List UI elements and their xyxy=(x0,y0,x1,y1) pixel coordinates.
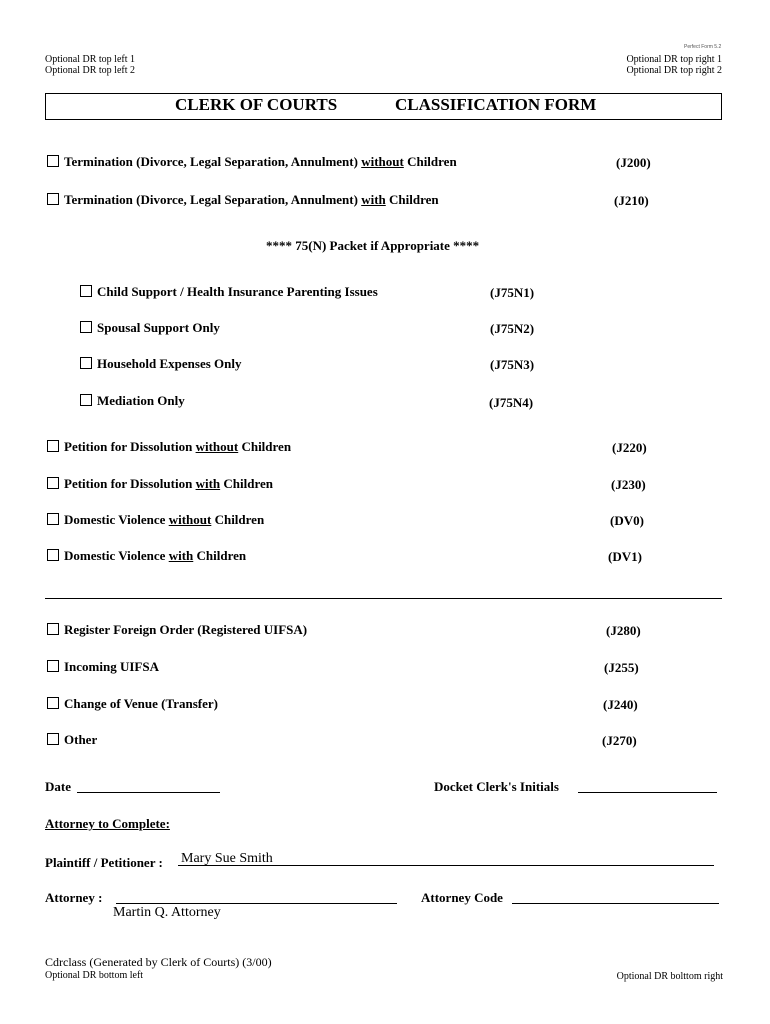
item-j200-emph: without xyxy=(361,154,404,169)
checkbox-dv1[interactable] xyxy=(47,549,59,561)
code-j240: (J240) xyxy=(603,697,638,712)
item-dv0-emph: without xyxy=(168,512,212,527)
attorney-field-line xyxy=(116,903,397,904)
item-j220-emph: without xyxy=(195,439,239,454)
optional-top-right-2: Optional DR top right 2 xyxy=(626,65,722,76)
attorney-section-heading: Attorney to Complete: xyxy=(45,816,170,831)
checkbox-j220[interactable] xyxy=(47,440,59,452)
item-j220-post: Children xyxy=(241,439,292,454)
item-j280 xyxy=(47,622,307,638)
code-j210: (J210) xyxy=(614,193,649,208)
item-j210-emph: with xyxy=(361,192,386,207)
code-j230: (J230) xyxy=(611,477,646,492)
code-j75n4: (J75N4) xyxy=(489,395,534,410)
item-j210-post: Children xyxy=(389,192,439,207)
plaintiff-value[interactable]: Mary Sue Smith xyxy=(181,851,273,866)
attorney-code-label: Attorney Code xyxy=(421,890,503,905)
item-j75n4 xyxy=(80,393,185,409)
item-j280-label: Register Foreign Order (Registered UIFSA) xyxy=(64,622,308,637)
plaintiff-field-line xyxy=(178,865,714,866)
item-j230-emph: with xyxy=(195,476,221,491)
checkbox-dv0[interactable] xyxy=(47,513,59,525)
optional-top-right-1: Optional DR top right 1 xyxy=(626,54,722,65)
item-j210 xyxy=(47,192,439,208)
item-j200-post: Children xyxy=(407,154,457,169)
date-label: Date xyxy=(45,779,71,794)
checkbox-j200[interactable] xyxy=(47,155,59,167)
item-j75n1-label: Child Support / Health Insurance Parenting Issues xyxy=(97,284,378,299)
item-j230-label: Petition for Dissolution xyxy=(64,476,193,491)
item-j75n3-label: Household Expenses Only xyxy=(97,356,242,371)
item-j230-post: Children xyxy=(223,476,273,491)
item-dv1-emph: with xyxy=(168,548,194,563)
docket-clerk-label: Docket Clerk's Initials xyxy=(434,779,559,794)
checkbox-j75n3[interactable] xyxy=(80,357,92,369)
code-j270: (J270) xyxy=(602,733,637,748)
item-j240-label: Change of Venue (Transfer) xyxy=(64,696,218,711)
attorney-code-field[interactable] xyxy=(512,903,719,904)
checkbox-j255[interactable] xyxy=(47,660,59,672)
item-j230 xyxy=(47,476,273,492)
code-j200: (J200) xyxy=(616,155,651,170)
code-j75n3: (J75N3) xyxy=(490,357,535,372)
code-j220: (J220) xyxy=(612,440,647,455)
optional-top-left-2: Optional DR top left 2 xyxy=(45,65,135,76)
item-j75n3 xyxy=(80,356,242,372)
item-j255 xyxy=(47,659,159,675)
checkbox-j210[interactable] xyxy=(47,193,59,205)
optional-bottom-left: Optional DR bottom left xyxy=(45,970,144,981)
checkbox-j270[interactable] xyxy=(47,733,59,745)
item-dv0-label: Domestic Violence xyxy=(64,512,166,527)
generated-note: Cdrclass (Generated by Clerk of Courts) (3/00) xyxy=(45,955,272,969)
attorney-label: Attorney : xyxy=(45,890,103,905)
title-clerk-of-courts: CLERK OF COURTS xyxy=(175,95,338,114)
item-j75n2-label: Spousal Support Only xyxy=(97,320,220,335)
code-j280: (J280) xyxy=(606,623,641,638)
code-j75n2: (J75N2) xyxy=(490,321,535,336)
item-j75n4-label: Mediation Only xyxy=(97,393,185,408)
item-j200-label: Termination (Divorce, Legal Separation, Annulment) xyxy=(64,154,358,169)
item-j255-label: Incoming UIFSA xyxy=(64,659,159,674)
checkbox-j280[interactable] xyxy=(47,623,59,635)
checkbox-j230[interactable] xyxy=(47,477,59,489)
attorney-value[interactable]: Martin Q. Attorney xyxy=(113,905,221,920)
optional-bottom-right: Optional DR bolttom right xyxy=(616,971,723,982)
section-divider xyxy=(45,598,722,599)
item-dv1-post: Children xyxy=(196,548,247,563)
packet-note: **** 75(N) Packet if Appropriate **** xyxy=(266,238,480,253)
docket-clerk-initials-field[interactable] xyxy=(578,792,717,793)
title-box xyxy=(45,93,722,120)
code-j255: (J255) xyxy=(604,660,639,675)
item-j220 xyxy=(47,439,291,455)
item-dv1 xyxy=(47,548,246,564)
item-j270-label: Other xyxy=(64,732,98,747)
item-dv1-label: Domestic Violence xyxy=(64,548,166,563)
checkbox-j75n4[interactable] xyxy=(80,394,92,406)
date-field[interactable] xyxy=(77,792,220,793)
item-j270 xyxy=(47,732,97,748)
item-j200 xyxy=(47,154,457,170)
item-j220-label: Petition for Dissolution xyxy=(64,439,193,454)
optional-top-left-1: Optional DR top left 1 xyxy=(45,54,135,65)
checkbox-j75n1[interactable] xyxy=(80,285,92,297)
form-number: Perfect Form 5.2 xyxy=(684,44,722,50)
checkbox-j75n2[interactable] xyxy=(80,321,92,333)
item-j75n2 xyxy=(80,320,220,336)
item-dv0-post: Children xyxy=(214,512,265,527)
item-j240 xyxy=(47,696,218,712)
title-classification-form: CLASSIFICATION FORM xyxy=(395,95,597,114)
item-j75n1 xyxy=(80,284,378,300)
checkbox-j240[interactable] xyxy=(47,697,59,709)
code-j75n1: (J75N1) xyxy=(490,285,535,300)
plaintiff-label: Plaintiff / Petitioner : xyxy=(45,855,163,870)
item-j210-label: Termination (Divorce, Legal Separation, Annulment) xyxy=(64,192,358,207)
code-dv0: (DV0) xyxy=(610,513,644,528)
code-dv1: (DV1) xyxy=(608,549,642,564)
item-dv0 xyxy=(47,512,264,528)
